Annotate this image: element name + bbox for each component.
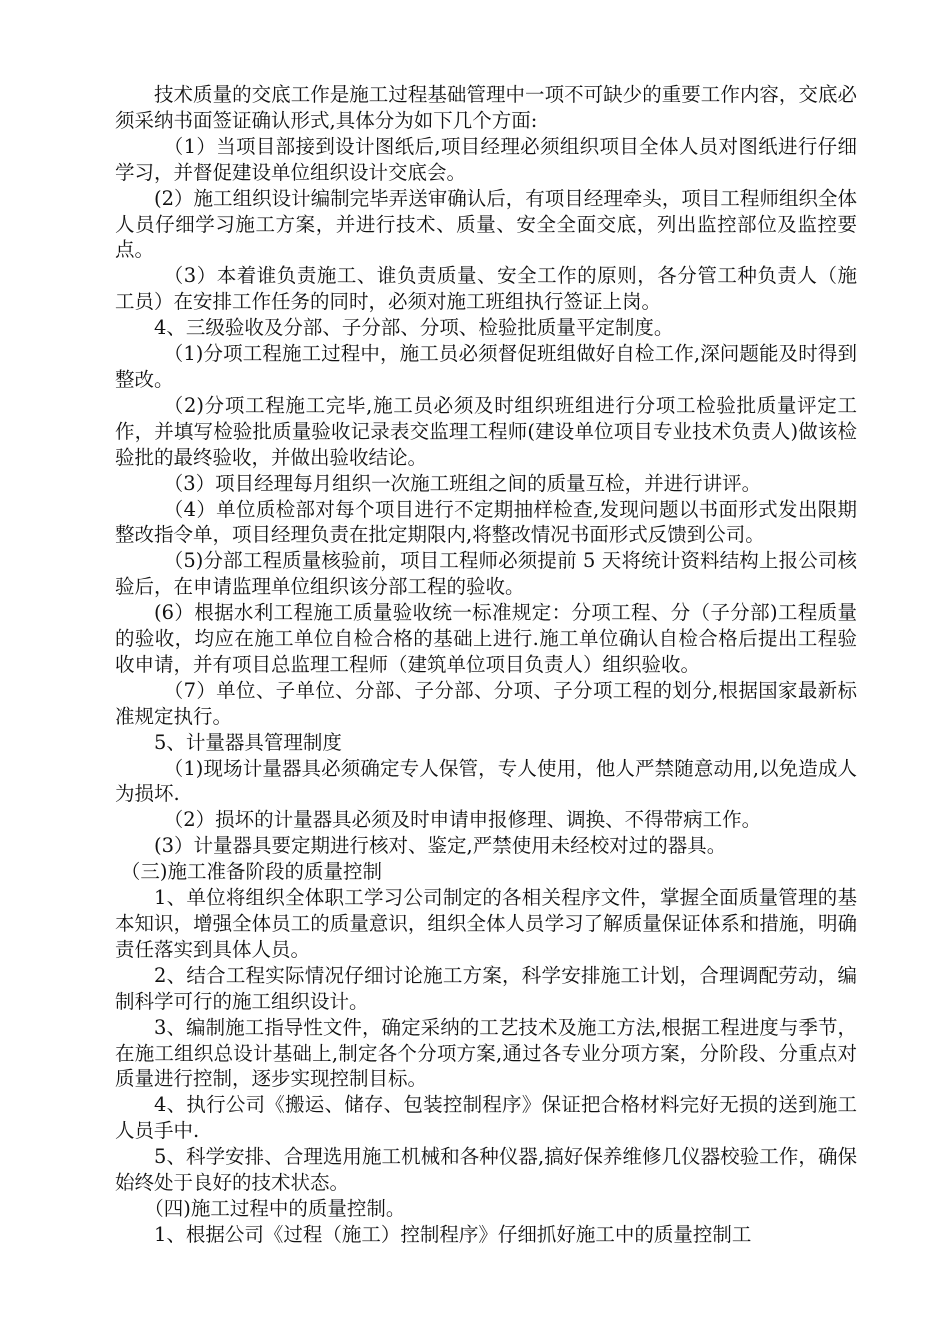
paragraph: (3）计量器具要定期进行核对、鉴定,严禁使用未经校对过的器具。 bbox=[154, 834, 727, 858]
section-heading: （三)施工准备阶段的质量控制 bbox=[120, 860, 382, 884]
section-heading: 5、计量器具管理制度 bbox=[154, 730, 342, 754]
paragraph: （2)分项工程施工完毕,施工员必须及时组织班组进行分项工检验批质量评定工作，并填写检验批质量验收记录表交监理工程师(建设单位项目专业技术负责人)做该检验批的最终验收，并做出验收结论。 bbox=[115, 393, 857, 469]
paragraph: 1、单位将组织全体职工学习公司制定的各相关程序文件，掌握全面质量管理的基本知识，增强全体员工的质量意识，组织全体人员学习了解质量保证体系和措施，明确责任落实到具体人员。 bbox=[115, 886, 857, 961]
paragraph: （4）单位质检部对每个项目进行不定期抽样检查,发现问题以书面形式发出限期整改指令单，项目经理负责在批定期限内,将整改情况书面形式反馈到公司。 bbox=[115, 497, 857, 547]
paragraph: （3）项目经理每月组织一次施工班组之间的质量互检，并进行讲评。 bbox=[163, 471, 762, 495]
paragraph: 3、编制施工指导性文件，确定采纳的工艺技术及施工方法,根据工程进度与季节，在施工组织总设计基础上,制定各个分项方案,通过各专业分项方案，分阶段、分重点对质量进行控制，逐步实现控制目标。 bbox=[115, 1015, 857, 1091]
paragraph: 技术质量的交底工作是施工过程基础管理中一项不可缺少的重要工作内容，交底必须采纳书面签证确认形式,具体分为如下几个方面: bbox=[115, 83, 857, 132]
document-body bbox=[115, 82, 857, 1248]
paragraph: （1）当项目部接到设计图纸后,项目经理必须组织项目全体人员对图纸进行仔细学习，并督促建设单位组织设计交底会。 bbox=[115, 134, 857, 184]
paragraph: (2）施工组织设计编制完毕弄送审确认后，有项目经理牵头，项目工程师组织全体人员仔细学习施工方案，并进行技术、质量、安全全面交底，列出监控部位及监控要点。 bbox=[115, 186, 857, 262]
paragraph: （1)现场计量器具必须确定专人保管，专人使用，他人严禁随意动用,以免造成人为损坏. bbox=[115, 756, 857, 806]
paragraph: （1)分项工程施工过程中，施工员必须督促班组做好自检工作,深问题能及时得到整改。 bbox=[115, 342, 857, 391]
paragraph: 1、根据公司《过程（施工）控制程序》仔细抓好施工中的质量控制工 bbox=[154, 1222, 752, 1246]
paragraph: 2、结合工程实际情况仔细讨论施工方案，科学安排施工计划，合理调配劳动，编制科学可行的施工组织设计。 bbox=[115, 963, 857, 1013]
paragraph: （5)分部工程质量核验前，项目工程师必须提前 5 天将统计资料结构上报公司核验后，在申请监理单位组织该分部工程的验收。 bbox=[115, 549, 857, 599]
paragraph: （3）本着谁负责施工、谁负责质量、安全工作的原则，各分管工种负责人（施工员）在安排工作任务的同时，必须对施工班组执行签证上岗。 bbox=[115, 264, 857, 314]
paragraph: (6）根据水利工程施工质量验收统一标准规定：分项工程、分（子分部)工程质量的验收，均应在施工单位自检合格的基础上进行.施工单位确认自检合格后提出工程验收申请，并有项目总监理工程师（建筑单位项目负责人）组织验收。 bbox=[115, 601, 857, 676]
paragraph: （7）单位、子单位、分部、子分部、分项、子分项工程的划分,根据国家最新标准规定执行。 bbox=[115, 678, 857, 728]
paragraph: （2）损坏的计量器具必须及时申请申报修理、调换、不得带病工作。 bbox=[163, 808, 762, 832]
section-heading: （四)施工过程中的质量控制。 bbox=[144, 1196, 406, 1220]
section-heading: 4、三级验收及分部、子分部、分项、检验批质量平定制度。 bbox=[154, 316, 674, 340]
paragraph: 5、科学安排、合理选用施工机械和各种仪器,搞好保养维修几仪器校验工作，确保始终处于良好的技术状态。 bbox=[115, 1145, 857, 1195]
paragraph: 4、执行公司《搬运、储存、包装控制程序》保证把合格材料完好无损的送到施工人员手中. bbox=[115, 1093, 857, 1143]
